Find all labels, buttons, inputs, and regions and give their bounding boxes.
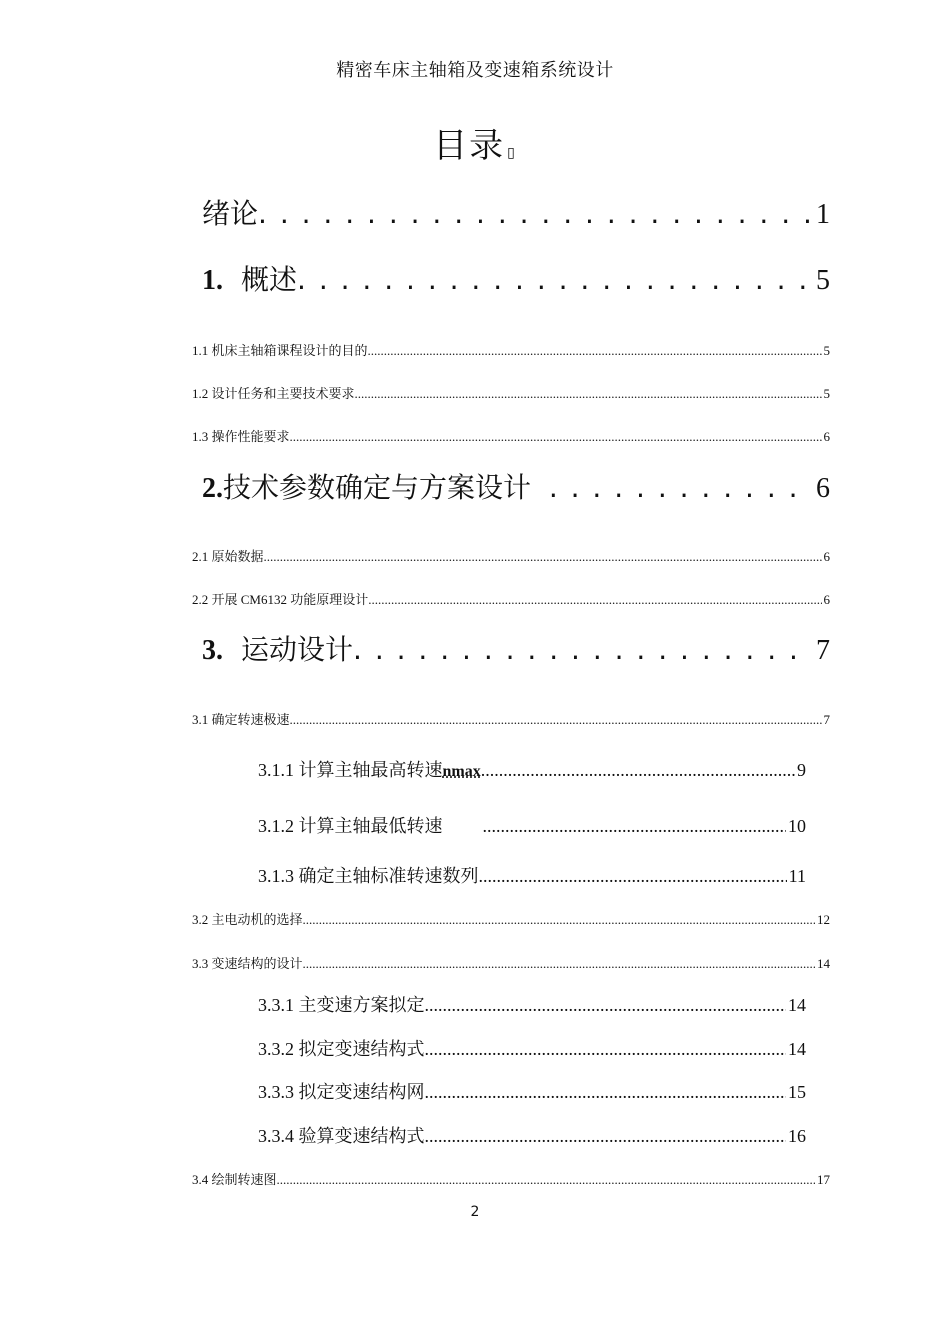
formula-symbol: nmax [442,763,481,780]
toc-entry-page: 14 [817,956,830,971]
toc-entry-3-3-3[interactable] [258,1078,806,1104]
toc-entry-page: 5 [816,265,830,296]
page-number: 2 [470,1204,480,1220]
toc-entry-page: 11 [788,866,806,886]
toc-entry-label: 运动设计 [241,633,354,666]
toc-entry-3-4[interactable] [192,1169,830,1188]
toc-entry-page: 14 [788,995,806,1015]
toc-leader-dots [277,1172,815,1188]
toc-entry-page: 14 [788,1039,806,1059]
toc-entry-page: 9 [797,760,806,780]
toc-entry-chapter-2[interactable] [202,466,830,506]
toc-entry-page: 12 [817,912,830,927]
page-header: 精密车床主轴箱及变速箱系统设计 [336,60,614,81]
toc-entry-label: 2.2 开展 CM6132 功能原理设计 [192,592,369,607]
toc-leader-dots [303,912,815,928]
toc-entry-page: 5 [823,343,830,358]
toc-entry-page: 17 [817,1172,830,1187]
toc-entry-label: 3.3.4 验算变速结构式 [258,1126,425,1146]
missing-glyph-mark: ▯ [507,145,517,161]
toc-entry-page: 6 [823,429,830,444]
toc-entry-3-3-2[interactable] [258,1035,806,1061]
toc-entry-label: 3.3.2 拟定变速结构式 [258,1039,425,1059]
toc-entry-label: 绪论 [202,197,259,230]
toc-entry-label: 概述 [241,263,298,296]
toc-entry-page: 6 [816,473,830,504]
toc-entry-label: 3.1.3 确定主轴标准转速数列 [258,866,479,886]
toc-entry-2-2[interactable] [192,589,830,608]
toc-entry-3-3-1[interactable] [258,991,806,1017]
toc-entry-label: 3.4 绘制转速图 [192,1172,277,1187]
toc-entry-3-3[interactable] [192,953,830,972]
toc-entry-1-3[interactable] [192,426,830,445]
toc-entry-label: 技术参数确定与方案设计 [223,471,532,504]
toc-entry-label: 2.1 原始数据 [192,549,264,564]
toc-entry-page: 7 [823,712,830,727]
toc-leader-dots [353,633,812,666]
toc-entry-page: 15 [788,1082,806,1102]
toc-entry-chapter-1[interactable] [202,258,830,298]
toc-leader-dots [425,1126,787,1147]
toc-title [0,118,950,167]
toc-leader-dots [425,1039,787,1060]
toc-entry-page: 6 [823,592,830,607]
toc-entry-label: 3.1 确定转速极速 [192,712,290,727]
toc-entry-label: 1.1 机床主轴箱课程设计的目的 [192,343,368,358]
toc-entry-page: 16 [788,1126,806,1146]
toc-entry-label: 3.1.1 计算主轴最高转速 [258,760,443,780]
toc-entry-label: 1.3 操作性能要求 [192,429,290,444]
toc-entry-page: 10 [788,816,806,836]
toc-entry-page: 5 [823,386,830,401]
toc-leader-dots [425,995,787,1016]
toc-leader-dots [483,816,787,837]
chapter-number: 3. [202,635,223,666]
toc-leader-dots [549,471,812,504]
toc-leader-dots [290,712,822,728]
chapter-number: 1. [202,265,223,296]
toc-entry-3-1-1[interactable] [258,756,806,782]
toc-leader-dots [481,760,795,781]
toc-leader-dots [290,429,822,445]
toc-entry-1-2[interactable] [192,383,830,402]
toc-entry-intro[interactable] [202,192,830,232]
toc-leader-dots [368,343,822,359]
toc-leader-dots [368,592,821,608]
toc-entry-chapter-3[interactable] [202,628,830,668]
toc-leader-dots [303,956,815,972]
toc-leader-dots [355,386,822,402]
toc-entry-3-1-2[interactable] [258,812,806,838]
toc-entry-page: 1 [816,199,830,230]
toc-entry-label: 3.3.1 主变速方案拟定 [258,995,425,1015]
toc-entry-3-2[interactable] [192,909,830,928]
toc-entry-2-1[interactable] [192,546,830,565]
toc-leader-dots [258,197,812,230]
toc-entry-3-1[interactable] [192,709,830,728]
toc-leader-dots [264,549,822,565]
chapter-number: 2. [202,473,223,504]
toc-leader-dots [297,263,812,296]
toc-entry-3-3-4[interactable] [258,1122,806,1148]
toc-leader-dots [425,1082,787,1103]
toc-entry-label: 3.2 主电动机的选择 [192,912,303,927]
toc-entry-page: 7 [816,635,830,666]
toc-entry-1-1[interactable] [192,340,830,359]
toc-entry-page: 6 [823,549,830,564]
toc-entry-label: 3.3 变速结构的设计 [192,956,303,971]
toc-entry-label: 1.2 设计任务和主要技术要求 [192,386,355,401]
toc-entry-3-1-3[interactable] [258,862,806,888]
toc-title-text: 目录 [433,126,506,166]
toc-entry-label: 3.3.3 拟定变速结构网 [258,1082,425,1102]
toc-entry-label: 3.1.2 计算主轴最低转速 [258,816,443,836]
toc-leader-dots [479,866,787,887]
